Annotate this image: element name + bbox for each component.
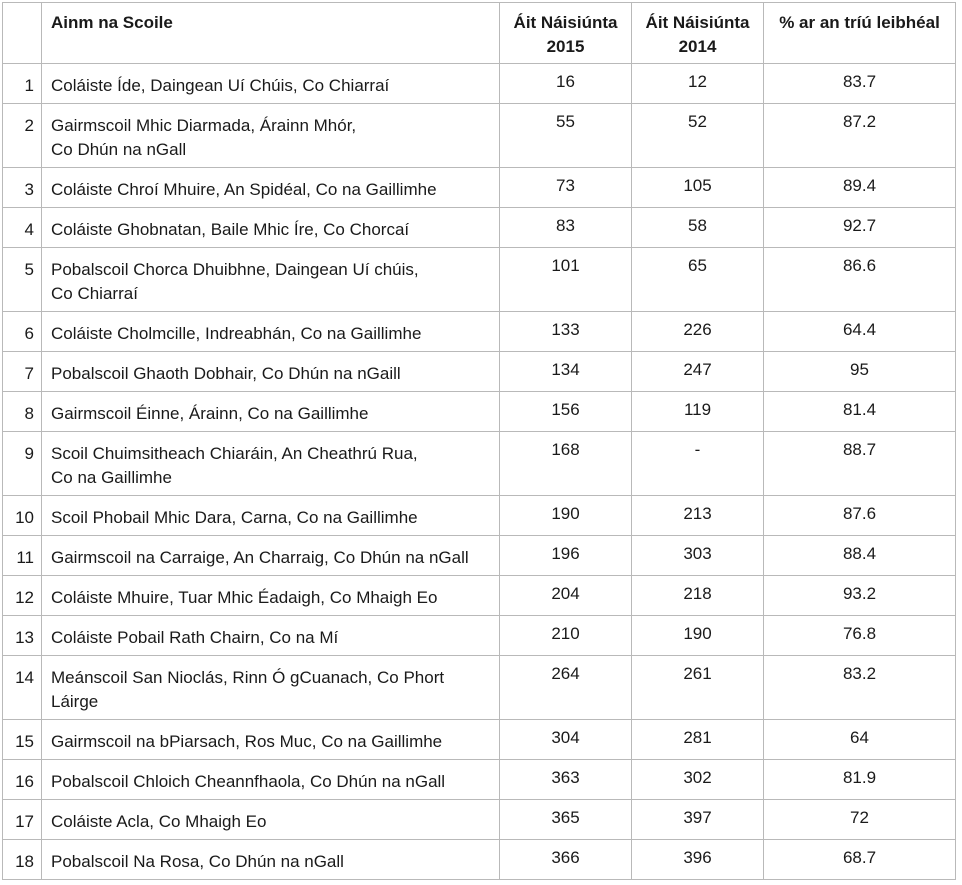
third-level-percent-cell: 87.2 — [764, 104, 956, 168]
school-name-line: Coláiste Cholmcille, Indreabhán, Co na Gaillimhe — [51, 324, 422, 343]
school-name-cell — [42, 392, 500, 432]
school-name-line: Scoil Chuimsitheach Chiaráin, An Cheathrú Rua, — [51, 444, 418, 463]
rank-2015-cell: 196 — [500, 536, 632, 576]
rank-2014-cell: 52 — [632, 104, 764, 168]
school-name-line: Láirge — [51, 692, 99, 711]
header-row — [3, 3, 956, 64]
school-name-cell — [42, 576, 500, 616]
row-number: 18 — [3, 840, 42, 880]
table-row — [3, 312, 956, 352]
rank-2014-cell: 119 — [632, 392, 764, 432]
school-name-cell — [42, 64, 500, 104]
school-name-cell — [42, 656, 500, 720]
third-level-percent-cell: 81.4 — [764, 392, 956, 432]
third-level-percent-cell: 88.7 — [764, 432, 956, 496]
school-name-line: Scoil Phobail Mhic Dara, Carna, Co na Gaillimhe — [51, 508, 418, 527]
row-number: 7 — [3, 352, 42, 392]
school-name-line: Gairmscoil na Carraige, An Charraig, Co Dhún na nGall — [51, 548, 469, 567]
rank-2015-cell: 16 — [500, 64, 632, 104]
rank-2015-cell: 304 — [500, 720, 632, 760]
rank-2015-cell: 83 — [500, 208, 632, 248]
school-name-cell — [42, 760, 500, 800]
table-row — [3, 248, 956, 312]
third-level-percent-cell: 93.2 — [764, 576, 956, 616]
row-number: 12 — [3, 576, 42, 616]
table-row — [3, 720, 956, 760]
third-level-percent-cell: 64.4 — [764, 312, 956, 352]
school-name-line: Coláiste Pobail Rath Chairn, Co na Mí — [51, 628, 339, 647]
rank-2014-cell: 12 — [632, 64, 764, 104]
third-level-percent-cell: 88.4 — [764, 536, 956, 576]
row-number: 17 — [3, 800, 42, 840]
rank-2015-cell: 168 — [500, 432, 632, 496]
rank-2014-cell: 218 — [632, 576, 764, 616]
school-name-line: Co na Gaillimhe — [51, 468, 172, 487]
school-name-line: Coláiste Íde, Daingean Uí Chúis, Co Chiarraí — [51, 76, 390, 95]
table-row — [3, 392, 956, 432]
table-row — [3, 496, 956, 536]
table-row — [3, 616, 956, 656]
third-level-percent-cell: 87.6 — [764, 496, 956, 536]
rank-2014-cell: 65 — [632, 248, 764, 312]
school-name-line: Gairmscoil Mhic Diarmada, Árainn Mhór, — [51, 116, 357, 135]
row-number: 15 — [3, 720, 42, 760]
rank-2015-cell: 264 — [500, 656, 632, 720]
third-level-percent-cell: 86.6 — [764, 248, 956, 312]
third-level-percent-cell: 81.9 — [764, 760, 956, 800]
rank-2015-cell: 366 — [500, 840, 632, 880]
school-name-line: Coláiste Ghobnatan, Baile Mhic Íre, Co Chorcaí — [51, 220, 410, 239]
school-name-cell — [42, 800, 500, 840]
rank-2015-cell: 73 — [500, 168, 632, 208]
school-name-cell — [42, 496, 500, 536]
rank-2014-cell: 396 — [632, 840, 764, 880]
school-name-cell — [42, 432, 500, 496]
school-name-cell — [42, 104, 500, 168]
table-row — [3, 104, 956, 168]
school-name-line: Pobalscoil Chloich Cheannfhaola, Co Dhún na nGall — [51, 772, 446, 791]
rank-2014-cell: - — [632, 432, 764, 496]
school-name-cell — [42, 536, 500, 576]
school-name-cell — [42, 352, 500, 392]
table-row — [3, 168, 956, 208]
school-name-line: Coláiste Chroí Mhuire, An Spidéal, Co na Gaillimhe — [51, 180, 437, 199]
header-number — [3, 3, 42, 64]
school-name-line: Pobalscoil Chorca Dhuibhne, Daingean Uí chúis, — [51, 260, 419, 279]
third-level-percent-cell: 95 — [764, 352, 956, 392]
rank-2014-cell: 213 — [632, 496, 764, 536]
rank-2015-cell: 134 — [500, 352, 632, 392]
schools-table — [2, 2, 956, 880]
table-row — [3, 432, 956, 496]
header-rank-2015: Áit Náisiúnta 2015 — [500, 3, 632, 64]
school-name-line: Coláiste Acla, Co Mhaigh Eo — [51, 812, 267, 831]
rank-2014-cell: 261 — [632, 656, 764, 720]
rank-2015-cell: 363 — [500, 760, 632, 800]
row-number: 3 — [3, 168, 42, 208]
rank-2014-cell: 58 — [632, 208, 764, 248]
school-name-line: Coláiste Mhuire, Tuar Mhic Éadaigh, Co Mhaigh Eo — [51, 588, 438, 607]
row-number: 13 — [3, 616, 42, 656]
school-name-cell — [42, 208, 500, 248]
rank-2014-cell: 190 — [632, 616, 764, 656]
table-row — [3, 576, 956, 616]
school-name-cell — [42, 616, 500, 656]
table-row — [3, 352, 956, 392]
third-level-percent-cell: 68.7 — [764, 840, 956, 880]
rank-2015-cell: 210 — [500, 616, 632, 656]
row-number: 14 — [3, 656, 42, 720]
table-row — [3, 208, 956, 248]
rank-2014-cell: 397 — [632, 800, 764, 840]
table-row — [3, 64, 956, 104]
rank-2015-cell: 204 — [500, 576, 632, 616]
rank-2014-cell: 247 — [632, 352, 764, 392]
school-name-line: Gairmscoil na bPiarsach, Ros Muc, Co na Gaillimhe — [51, 732, 443, 751]
third-level-percent-cell: 89.4 — [764, 168, 956, 208]
table-row — [3, 656, 956, 720]
row-number: 10 — [3, 496, 42, 536]
rank-2015-cell: 55 — [500, 104, 632, 168]
rank-2015-cell: 190 — [500, 496, 632, 536]
header-school-name: Ainm na Scoile — [42, 3, 500, 64]
rank-2014-cell: 302 — [632, 760, 764, 800]
school-name-cell — [42, 248, 500, 312]
row-number: 9 — [3, 432, 42, 496]
row-number: 5 — [3, 248, 42, 312]
third-level-percent-cell: 83.7 — [764, 64, 956, 104]
third-level-percent-cell: 64 — [764, 720, 956, 760]
table-row — [3, 760, 956, 800]
rank-2015-cell: 101 — [500, 248, 632, 312]
row-number: 4 — [3, 208, 42, 248]
table-row — [3, 536, 956, 576]
table-body — [3, 64, 956, 880]
row-number: 11 — [3, 536, 42, 576]
rank-2015-cell: 365 — [500, 800, 632, 840]
school-name-line: Pobalscoil Ghaoth Dobhair, Co Dhún na nGaill — [51, 364, 401, 383]
rank-2014-cell: 303 — [632, 536, 764, 576]
school-name-cell — [42, 312, 500, 352]
header-rank-2014: Áit Náisiúnta 2014 — [632, 3, 764, 64]
third-level-percent-cell: 76.8 — [764, 616, 956, 656]
rank-2014-cell: 105 — [632, 168, 764, 208]
third-level-percent-cell: 83.2 — [764, 656, 956, 720]
row-number: 6 — [3, 312, 42, 352]
school-name-line: Gairmscoil Éinne, Árainn, Co na Gaillimhe — [51, 404, 369, 423]
school-name-cell — [42, 720, 500, 760]
school-name-line: Co Chiarraí — [51, 284, 138, 303]
third-level-percent-cell: 92.7 — [764, 208, 956, 248]
school-name-line: Meánscoil San Nioclás, Rinn Ó gCuanach, Co Phort — [51, 668, 445, 687]
row-number: 8 — [3, 392, 42, 432]
rank-2015-cell: 156 — [500, 392, 632, 432]
school-name-cell — [42, 168, 500, 208]
school-name-line: Pobalscoil Na Rosa, Co Dhún na nGall — [51, 852, 344, 871]
table-row — [3, 840, 956, 880]
row-number: 16 — [3, 760, 42, 800]
header-third-level: % ar an tríú leibhéal — [764, 3, 956, 64]
table-row — [3, 800, 956, 840]
rank-2014-cell: 226 — [632, 312, 764, 352]
rank-2015-cell: 133 — [500, 312, 632, 352]
row-number: 2 — [3, 104, 42, 168]
third-level-percent-cell: 72 — [764, 800, 956, 840]
row-number: 1 — [3, 64, 42, 104]
school-name-line: Co Dhún na nGall — [51, 140, 187, 159]
school-name-cell — [42, 840, 500, 880]
rank-2014-cell: 281 — [632, 720, 764, 760]
